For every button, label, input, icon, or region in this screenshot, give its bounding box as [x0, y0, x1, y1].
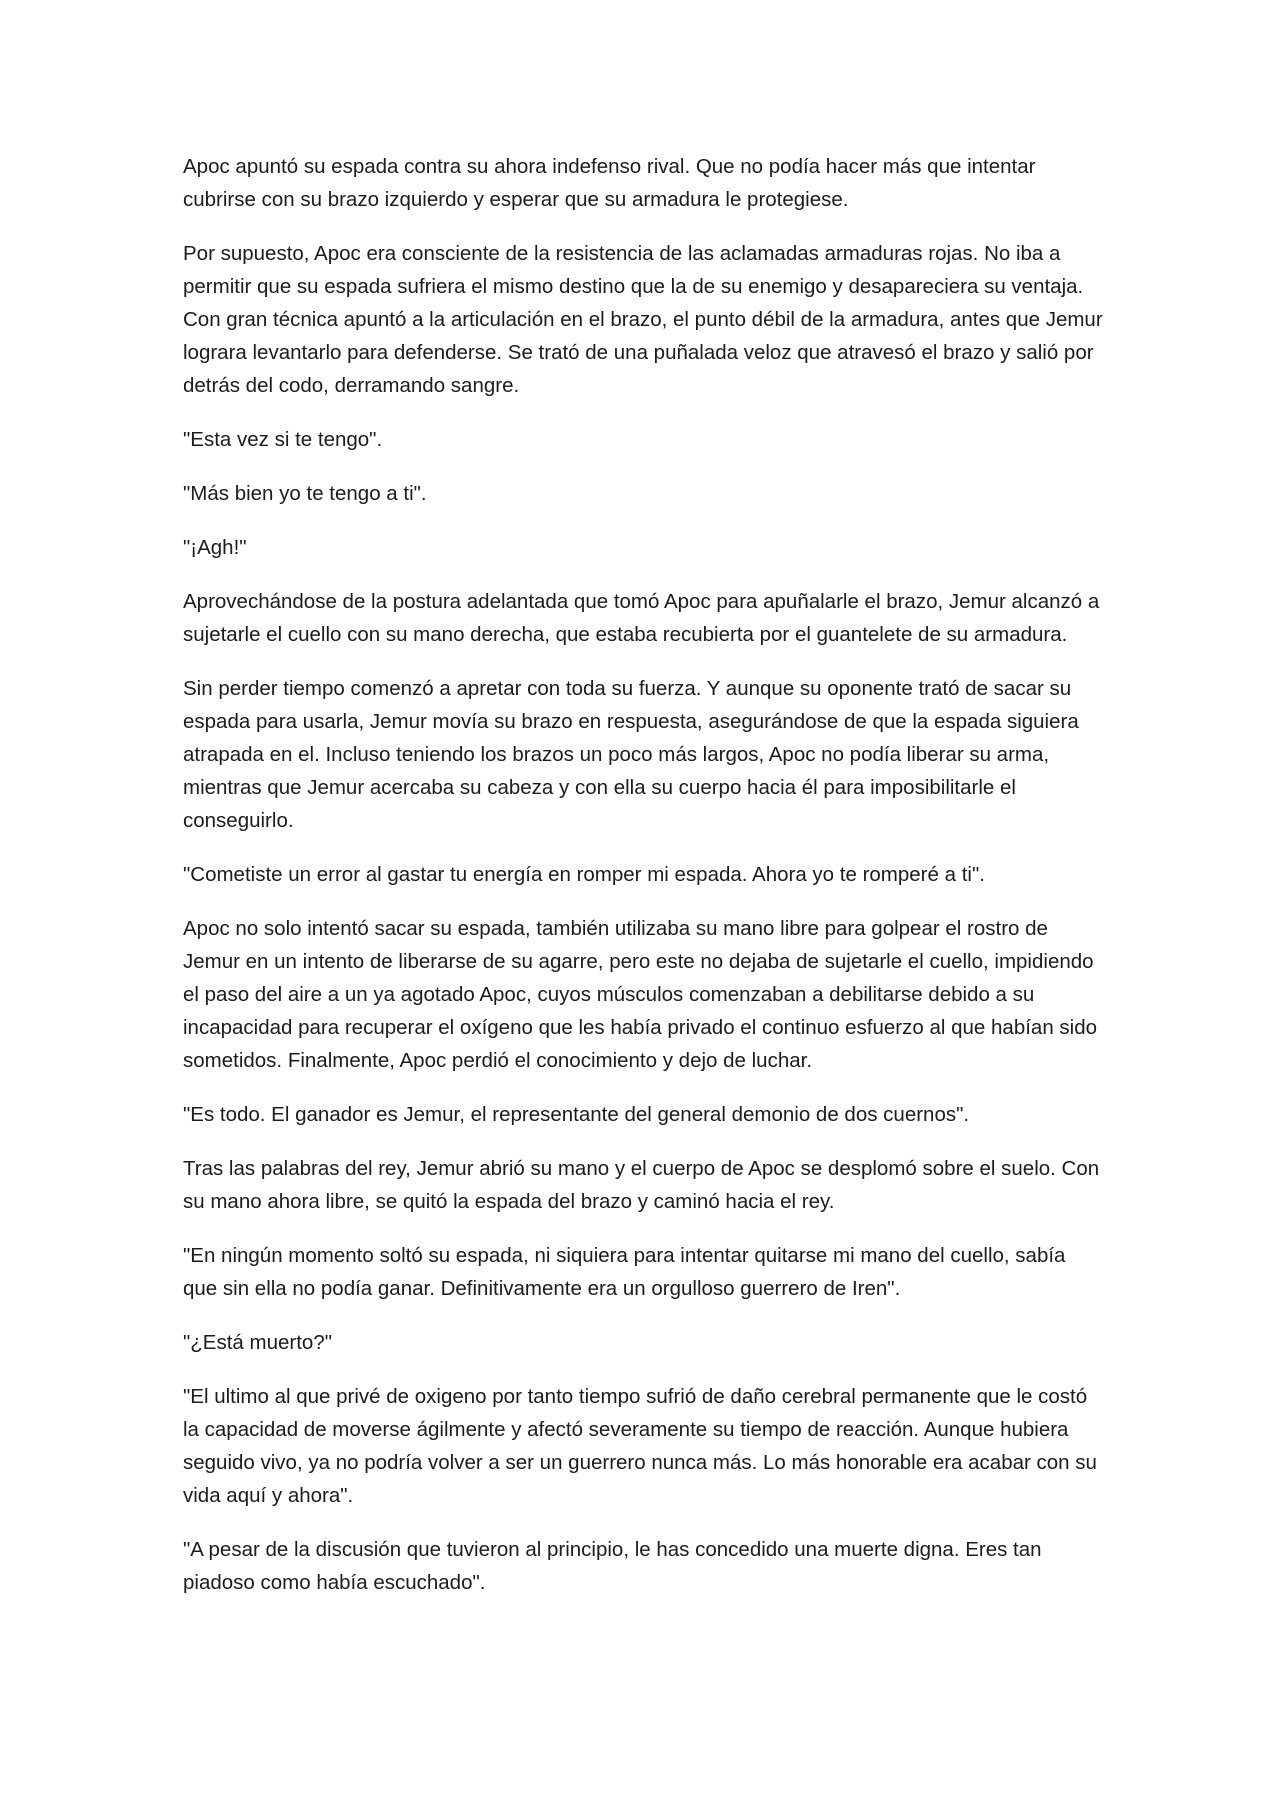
paragraph: Apoc apuntó su espada contra su ahora indefenso rival. Que no podía hacer más que intentar cubrirse con su brazo izquierdo y esperar que su armadura le protegiese. [183, 155, 1036, 211]
paragraph: Sin perder tiempo comenzó a apretar con toda su fuerza. Y aunque su oponente trató de sacar su espada para usarla, Jemur movía su brazo en respuesta, asegurándose de que la espada siguiera atrapada en el. Incluso teniendo los brazos un poco más largos, Apoc no podía liberar su arma, mientras que Jemur acercaba su cabeza y con ella su cuerpo hacia él para imposibilitarle el conseguirlo. [183, 677, 1079, 832]
paragraph: "Es todo. El ganador es Jemur, el representante del general demonio de dos cuernos". [183, 1103, 970, 1126]
paragraph: Apoc no solo intentó sacar su espada, también utilizaba su mano libre para golpear el rostro de Jemur en un intento de liberarse de su agarre, pero este no dejaba de sujetarle el cuello, impidiendo el paso del aire a un ya agotado Apoc, cuyos músculos comenzaban a debilitarse debido a su incapacidad para recuperar el oxígeno que les había privado el continuo esfuerzo al que habían sido sometidos. Finalmente, Apoc perdió el conocimiento y dejo de luchar. [183, 917, 1098, 1072]
paragraph: "A pesar de la discusión que tuvieron al principio, le has concedido una muerte digna. Eres tan piadoso como había escuchado". [183, 1538, 1042, 1594]
paragraph: "Más bien yo te tengo a ti". [183, 482, 427, 505]
paragraph: Aprovechándose de la postura adelantada que tomó Apoc para apuñalarle el brazo, Jemur alcanzó a sujetarle el cuello con su mano derecha, que estaba recubierta por el guantelete de su armadura. [183, 590, 1100, 646]
paragraph: Tras las palabras del rey, Jemur abrió su mano y el cuerpo de Apoc se desplomó sobre el suelo. Con su mano ahora libre, se quitó la espada del brazo y caminó hacia el rey. [183, 1157, 1100, 1213]
paragraph: "Esta vez si te tengo". [183, 428, 383, 451]
paragraph: "¿Está muerto?" [183, 1331, 332, 1354]
paragraph: "¡Agh!" [183, 536, 247, 559]
paragraph: "Cometiste un error al gastar tu energía en romper mi espada. Ahora yo te romperé a ti". [183, 863, 985, 886]
paragraph: Por supuesto, Apoc era consciente de la resistencia de las aclamadas armaduras rojas. No iba a permitir que su espada sufriera el mismo destino que la de su enemigo y desapareciera su ventaja. Con gran técnica apuntó a la articulación en el brazo, el punto débil de la armadura, antes que Jemur lograra levantarlo para defenderse. Se trató de una puñalada veloz que atravesó el brazo y salió por detrás del codo, derramando sangre. [183, 242, 1103, 397]
paragraph: "El ultimo al que privé de oxigeno por tanto tiempo sufrió de daño cerebral permanente que le costó la capacidad de moverse ágilmente y afectó severamente su tiempo de reacción. Aunque hubiera seguido vivo, ya no podría volver a ser un guerrero nunca más. Lo más honorable era acabar con su vida aquí y ahora". [183, 1385, 1097, 1507]
document-body [183, 150, 1103, 1620]
paragraph: "En ningún momento soltó su espada, ni siquiera para intentar quitarse mi mano del cuello, sabía que sin ella no podía ganar. Definitivamente era un orgulloso guerrero de Iren". [183, 1244, 1066, 1300]
